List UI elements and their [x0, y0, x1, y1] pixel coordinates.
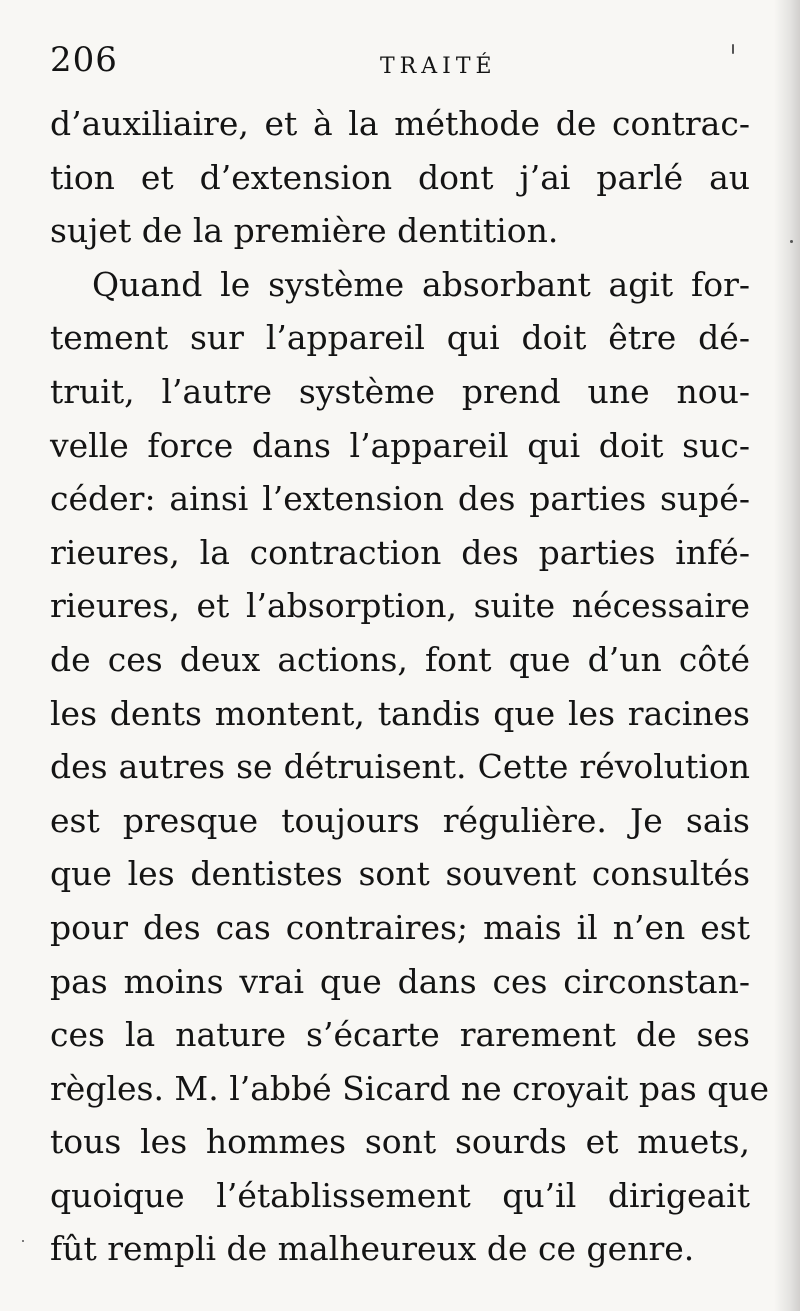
body-text: [50, 97, 770, 1276]
paragraph-start-line: Quand le système absorbant agit for-: [92, 264, 750, 304]
running-head: TRAITÉ: [380, 54, 497, 79]
text-line: pas moins vrai que dans ces circonstan-: [50, 961, 750, 1001]
text-line: rieures, la contraction des parties infé-: [50, 532, 750, 572]
text-line: d’auxiliaire, et à la méthode de contrac-: [50, 104, 750, 143]
page-number: 206: [50, 40, 118, 80]
text-line: fût rempli de malheureux de ce genre.: [50, 1229, 695, 1269]
text-line: truit, l’autre système prend une nou-: [50, 371, 750, 411]
text-line: règles. M. l’abbé Sicard ne croyait pas que: [50, 1068, 770, 1108]
paper-fleck: [790, 240, 793, 243]
text-line: rieures, et l’absorption, suite nécessaire: [50, 586, 750, 626]
text-line: que les dentistes sont souvent consultés: [50, 854, 750, 894]
paper-fleck: [22, 1240, 24, 1242]
text-line: pour des cas contraires; mais il n’en est: [50, 907, 750, 947]
text-line: velle force dans l’appareil qui doit suc-: [50, 425, 750, 465]
text-line: quoique l’établissement qu’il dirigeait: [50, 1175, 750, 1215]
page-header: [50, 40, 750, 90]
text-line: céder: ainsi l’extension des parties supé-: [50, 479, 750, 519]
page-edge-shadow: [774, 0, 800, 1311]
text-line: de ces deux actions, font que d’un côté: [50, 639, 750, 679]
text-line: sujet de la première dentition.: [50, 211, 559, 251]
text-line: des autres se détruisent. Cette révolution: [50, 747, 750, 787]
text-line: ces la nature s’écarte rarement de ses: [50, 1015, 750, 1055]
text-line: tous les hommes sont sourds et muets,: [50, 1122, 750, 1162]
text-line: tement sur l’appareil qui doit être dé-: [50, 318, 750, 358]
paper-fleck: [732, 44, 734, 54]
text-line: les dents montent, tandis que les racines: [50, 693, 750, 733]
text-line: tion et d’extension dont j’ai parlé au: [50, 157, 750, 197]
text-line: est presque toujours régulière. Je sais: [50, 800, 750, 840]
